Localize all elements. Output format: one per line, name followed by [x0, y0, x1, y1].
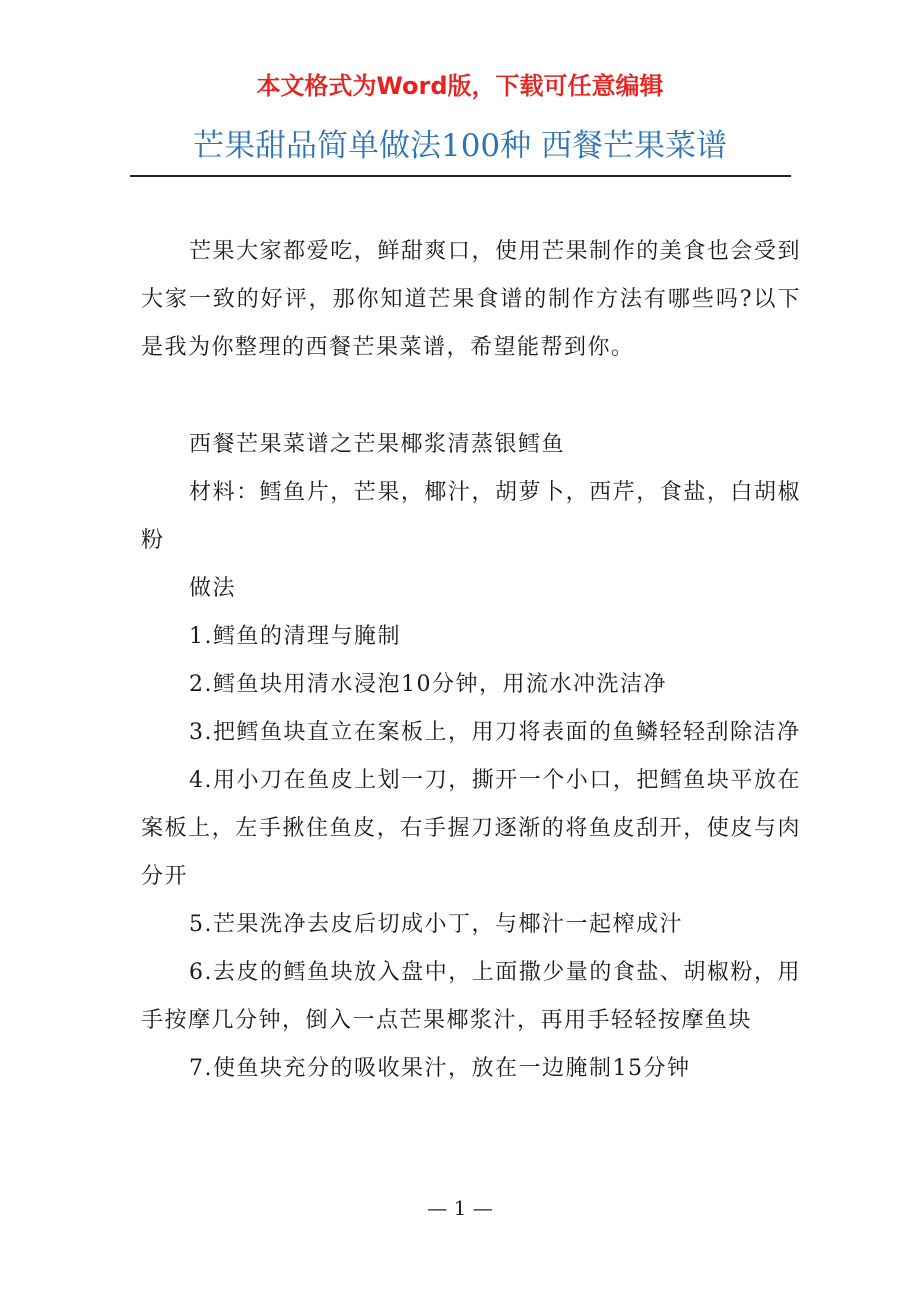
step-paragraph: 7.使鱼块充分的吸收果汁，放在一边腌制15分钟	[189, 1056, 691, 1081]
document-title: 芒果甜品简单做法100种 西餐芒果菜谱	[192, 128, 728, 164]
recipe-heading: 西餐芒果菜谱之芒果椰浆清蒸银鳕鱼	[189, 432, 566, 457]
step-paragraph: 5.芒果洗净去皮后切成小丁，与椰汁一起榨成汁	[189, 912, 683, 937]
format-notice-banner: 本文格式为Word版，下载可任意编辑	[256, 72, 664, 100]
step-paragraph: 1.鳕鱼的清理与腌制	[189, 624, 401, 649]
step-paragraph: 4.用小刀在鱼皮上划一刀，撕开一个小口，把鳕鱼块平放在案板上，左手揪住鱼皮，右手握刀逐渐的将鱼皮刮开，使皮与肉分开	[141, 768, 801, 889]
step-paragraph: 6.去皮的鳕鱼块放入盘中，上面撒少量的食盐、胡椒粉，用手按摩几分钟，倒入一点芒果椰浆汁，再用手轻轻按摩鱼块	[141, 960, 801, 1033]
method-label: 做法	[189, 576, 237, 601]
intro-paragraph: 芒果大家都爱吃，鲜甜爽口，使用芒果制作的美食也会受到大家一致的好评，那你知道芒果食谱的制作方法有哪些吗?以下是我为你整理的西餐芒果菜谱，希望能帮到你。	[141, 239, 801, 360]
step-paragraph: 2.鳕鱼块用清水浸泡10分钟，用流水冲洗洁净	[189, 672, 667, 697]
step-paragraph: 3.把鳕鱼块直立在案板上，用刀将表面的鱼鳞轻轻刮除洁净	[189, 720, 801, 745]
title-underline-divider	[130, 175, 791, 177]
intro-section	[141, 228, 801, 372]
recipe-section	[141, 421, 801, 1093]
page-number: — 1 —	[427, 1196, 493, 1220]
ingredients-paragraph: 材料：鳕鱼片，芒果，椰汁，胡萝卜，西芹，食盐，白胡椒粉	[141, 480, 801, 553]
